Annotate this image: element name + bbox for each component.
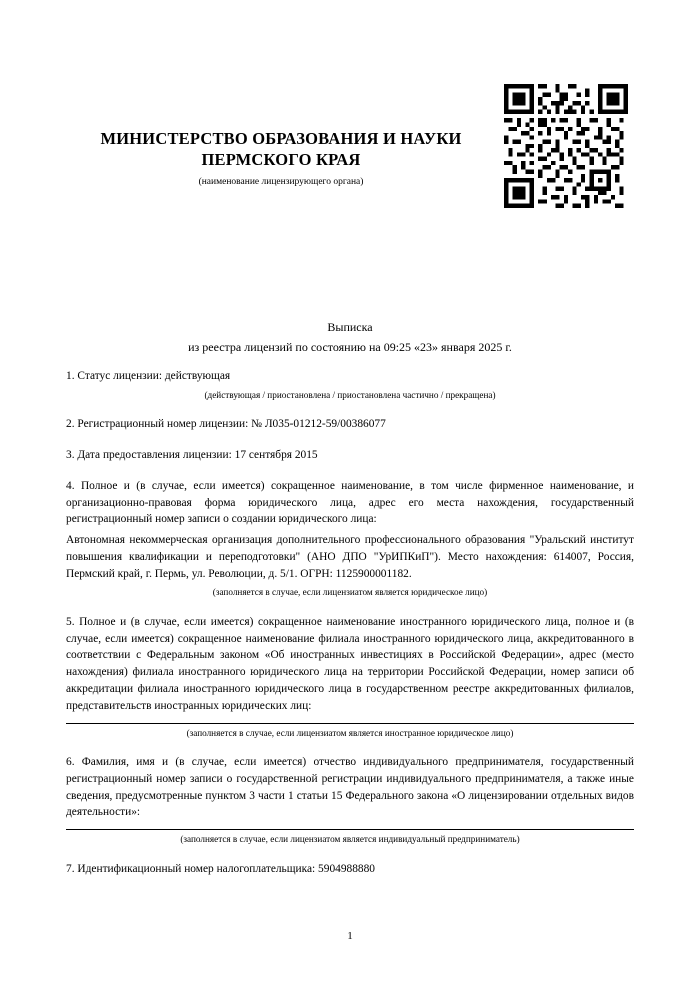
qr-code-icon bbox=[504, 84, 628, 208]
document-header bbox=[66, 128, 496, 187]
document-body bbox=[66, 368, 634, 891]
item-registration-number-text: 2. Регистрационный номер лицензии: № Л035-01212-59/00386077 bbox=[66, 418, 386, 431]
licensing-authority-name: МИНИСТЕРСТВО ОБРАЗОВАНИЯ И НАУКИ ПЕРМСКОГО КРАЯ bbox=[100, 129, 462, 170]
item-individual-entrepreneur bbox=[66, 754, 634, 847]
item-foreign-legal-entity-caption: (заполняется в случае, если лицензиатом является иностранное юридическое лицо) bbox=[186, 727, 514, 738]
title-line-2: из реестра лицензий по состоянию на 09:25 «23» января 2025 г. bbox=[188, 339, 512, 354]
item-foreign-legal-entity bbox=[66, 614, 634, 740]
item-legal-entity-caption: (заполняется в случае, если лицензиатом является юридическое лицо) bbox=[212, 587, 488, 598]
licensing-authority-caption: (наименование лицензирующего органа) bbox=[198, 177, 364, 188]
item-taxpayer-number-text: 7. Идентификационный номер налогоплательщика: 5904988880 bbox=[66, 862, 376, 875]
item-taxpayer-number bbox=[66, 861, 634, 878]
fill-in-rule-entrepreneur bbox=[66, 829, 634, 830]
item-registration-number bbox=[66, 416, 634, 433]
item-legal-entity-value: Автономная некоммерческая организация дополнительного профессионального образования "Уральский институт повышения квалификации и переподготовки" (АНО ДПО "УрИПКиП"). Место нахождения: 614007, Россия, Пермский край, г. Пермь, ул. Революции, д. 5/1. ОГРН: 1125900001182. bbox=[66, 534, 634, 580]
item-legal-entity bbox=[66, 478, 634, 600]
item-individual-entrepreneur-text: 6. Фамилия, имя и (в случае, если имеется) отчество индивидуального предпринимателя, государственный регистрационный номер записи о государственной регистрации индивидуального предпринимателя, а также иные сведения, предусмотренные пунктом 3 части 1 статьи 15 Федерального закона «О лицензировании отдельных видов деятельности»: bbox=[66, 756, 634, 819]
item-status-text: 1. Статус лицензии: действующая bbox=[66, 370, 231, 382]
item-legal-entity-text: 4. Полное и (в случае, если имеется) сокращенное наименование, в том числе фирменное наименование, и организационно-правовая форма юридического лица, адрес его места нахождения, государственный регистрационный номер записи о создании юридического лица: bbox=[66, 479, 634, 526]
item-status bbox=[66, 368, 634, 402]
item-issue-date bbox=[66, 447, 634, 464]
page-number: 1 bbox=[347, 930, 353, 942]
item-individual-entrepreneur-caption: (заполняется в случае, если лицензиатом является индивидуальный предприниматель) bbox=[180, 834, 520, 845]
item-issue-date-text: 3. Дата предоставления лицензии: 17 сентября 2015 bbox=[66, 449, 318, 462]
fill-in-rule-foreign bbox=[66, 723, 634, 724]
title-line-1: Выписка bbox=[327, 320, 373, 334]
page-title bbox=[66, 318, 634, 358]
item-status-caption: (действующая / приостановлена / приостановлена частично / прекращена) bbox=[204, 389, 496, 400]
item-foreign-legal-entity-text: 5. Полное и (в случае, если имеется) сокращенное наименование иностранного юридического лица, полное и (в случае, если имеется) сокращенное наименование филиала иностранного юридического лица, аккредитованного в соответствии с Федеральным законом «Об иностранных инвестициях в Российской Федерации», адрес (место нахождения) филиала иностранного юридического лица на территории Российской Федерации, номер записи об аккредитации филиала иностранного юридического лица в государственном реестре аккредитованных филиалов, представительств иностранных юридических лиц: bbox=[66, 615, 634, 712]
